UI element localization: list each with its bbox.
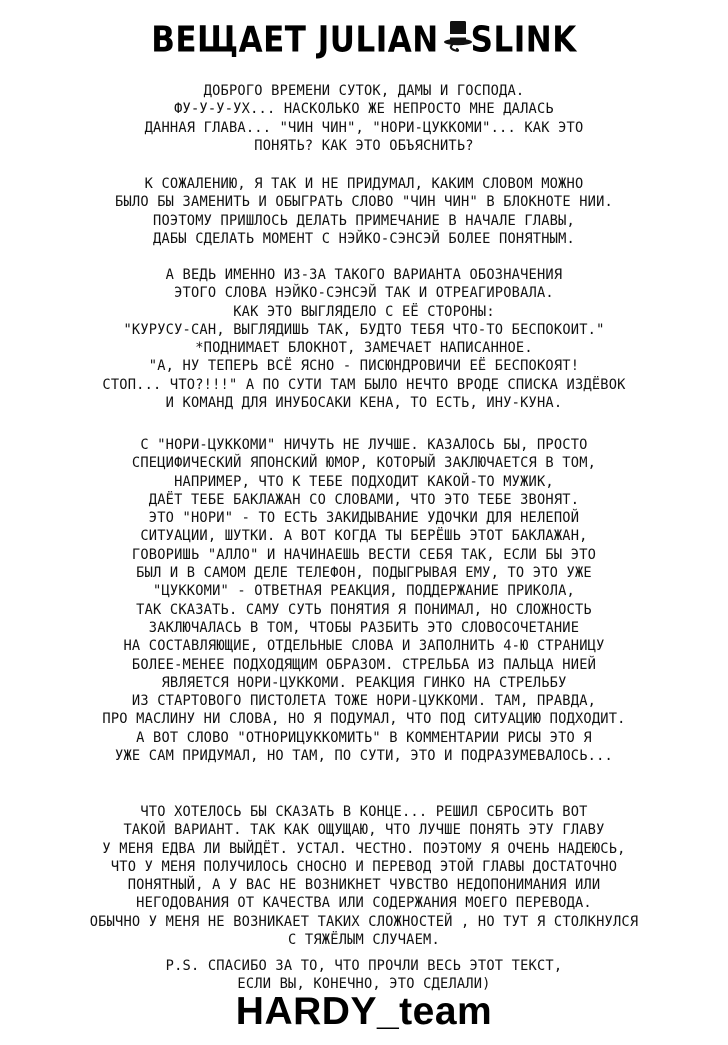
text-line: ТАКОЙ ВАРИАНТ. ТАК КАК ОЩУЩАЮ, ЧТО ЛУЧШЕ ПОНЯТЬ ЭТУ ГЛАВУ xyxy=(123,822,605,839)
text-line: ДАБЫ СДЕЛАТЬ МОМЕНТ С НЭЙКО-СЭНСЭЙ БОЛЕЕ ПОНЯТНЫМ. xyxy=(153,230,575,247)
text-line: ЗАКЛЮЧАЛАСЬ В ТОМ, ЧТОБЫ РАЗБИТЬ ЭТО СЛОВОСОЧЕТАНИЕ xyxy=(148,619,580,636)
text-line: ПОНЯТНЫЙ, А У ВАС НЕ ВОЗНИКНЕТ ЧУВСТВО НЕДОПОНИМАНИЯ ИЛИ xyxy=(127,877,601,894)
page-title-text-before: ВЕЩАЕТ JULIAN xyxy=(151,19,439,61)
text-line: "КУРУСУ-САН, ВЫГЛЯДИШЬ ТАК, БУДТО ТЕБЯ ЧТО-ТО БЕСПОКОИТ." xyxy=(123,321,605,338)
text-line: "ЦУККОМИ" - ОТВЕТНАЯ РЕАКЦИЯ, ПОДДЕРЖАНИЕ ПРИКОЛА, xyxy=(153,583,575,600)
text-line: *ПОДНИМАЕТ БЛОКНОТ, ЗАМЕЧАЕТ НАПИСАННОЕ. xyxy=(195,340,533,357)
text-line: ЭТО "НОРИ" - ТО ЕСТЬ ЗАКИДЫВАНИЕ УДОЧКИ ДЛЯ НЕЛЕПОЙ xyxy=(148,510,580,527)
text-line: БЫЛ И В САМОМ ДЕЛЕ ТЕЛЕФОН, ПОДЫГРЫВАЯ ЕМУ, ТО ЭТО УЖЕ xyxy=(136,565,592,582)
page-title-text-after: SLINK xyxy=(470,19,577,61)
text-line: А ВОТ СЛОВО "ОТНОРИЦУККОМИТЬ" В КОММЕНТАРИИ РИСЫ ЭТО Я xyxy=(136,729,592,746)
text-line: ЧТО У МЕНЯ ПОЛУЧИЛОСЬ СНОСНО И ПЕРЕВОД ЭТОЙ ГЛАВЫ ДОСТАТОЧНО xyxy=(110,858,618,875)
text-line: ДАННАЯ ГЛАВА... "ЧИН ЧИН", "НОРИ-ЦУККОМИ"... КАК ЭТО xyxy=(144,119,584,136)
text-line: СТОП... ЧТО?!!!" А ПО СУТИ ТАМ БЫЛО НЕЧТО ВРОДЕ СПИСКА ИЗДЁВОК xyxy=(102,376,626,393)
text-line: НАПРИМЕР, ЧТО К ТЕБЕ ПОДХОДИТ КАКОЙ-ТО МУЖИК, xyxy=(174,473,554,490)
text-line: СПЕЦИФИЧЕСКИЙ ЯПОНСКИЙ ЮМОР, КОТОРЫЙ ЗАКЛЮЧАЕТСЯ В ТОМ, xyxy=(131,455,597,472)
text-line: И КОМАНД ДЛЯ ИНУБОСАКИ КЕНА, ТО ЕСТЬ, ИНУ-КУНА. xyxy=(165,395,563,412)
text-line: ПРО МАСЛИНУ НИ СЛОВА, НО Я ПОДУМАЛ, ЧТО ПОД СИТУАЦИЮ ПОДХОДИТ. xyxy=(102,711,626,728)
text-line: "А, НУ ТЕПЕРЬ ВСЁ ЯСНО - ПИСЮНДРОВИЧИ ЕЁ БЕСПОКОЯТ! xyxy=(148,358,580,375)
paragraph-nori-tsukkomi xyxy=(0,436,728,765)
text-line: ЧТО ХОТЕЛОСЬ БЫ СКАЗАТЬ В КОНЦЕ... РЕШИЛ СБРОСИТЬ ВОТ xyxy=(140,804,588,820)
text-line: ЭТОГО СЛОВА НЭЙКО-СЭНСЭЙ ТАК И ОТРЕАГИРОВАЛА. xyxy=(174,285,554,302)
paragraph-greeting xyxy=(0,82,728,155)
text-line: УЖЕ САМ ПРИДУМАЛ, НО ТАМ, ПО СУТИ, ЭТО И ПОДРАЗУМЕВАЛОСЬ... xyxy=(115,748,613,765)
paragraph-chin-chin xyxy=(0,175,728,248)
text-line: НА СОСТАВЛЯЮЩИЕ, ОТДЕЛЬНЫЕ СЛОВА И ЗАПОЛНИТЬ 4-Ю СТРАНИЦУ xyxy=(123,638,605,655)
top-hat-icon xyxy=(443,19,473,53)
paragraph-neiko-sensei xyxy=(0,266,728,412)
text-line: ФУ-У-У-УХ... НАСКОЛЬКО ЖЕ НЕПРОСТО МНЕ ДАЛАСЬ xyxy=(174,101,554,118)
text-line: ПОНЯТЬ? КАК ЭТО ОБЪЯСНИТЬ? xyxy=(254,137,474,154)
text-line: ОБЫЧНО У МЕНЯ НЕ ВОЗНИКАЕТ ТАКИХ СЛОЖНОСТЕЙ , НО ТУТ Я СТОЛКНУЛСЯ xyxy=(89,913,639,930)
team-signature: HARDY_team xyxy=(235,990,493,1033)
text-line: К СОЖАЛЕНИЮ, Я ТАК И НЕ ПРИДУМАЛ, КАКИМ СЛОВОМ МОЖНО xyxy=(144,176,584,192)
text-line: ЯВЛЯЕТСЯ НОРИ-ЦУККОМИ. РЕАКЦИЯ ГИНКО НА СТРЕЛЬБУ xyxy=(161,674,567,691)
text-line: ДОБРОГО ВРЕМЕНИ СУТОК, ДАМЫ И ГОСПОДА. xyxy=(203,83,525,99)
text-line: ГОВОРИШЬ "АЛЛО" И НАЧИНАЕШЬ ВЕСТИ СЕБЯ ТАК, ЕСЛИ БЫ ЭТО xyxy=(131,546,597,563)
text-line: ЕСЛИ ВЫ, КОНЕЧНО, ЭТО СДЕЛАЛИ) xyxy=(237,976,491,993)
text-line: У МЕНЯ ЕДВА ЛИ ВЫЙДЁТ. УСТАЛ. ЧЕСТНО. ПОЭТОМУ Я ОЧЕНЬ НАДЕЮСЬ, xyxy=(102,840,626,857)
page-title xyxy=(0,19,728,61)
text-line: БОЛЕЕ-МЕНЕЕ ПОДХОДЯЩИМ ОБРАЗОМ. СТРЕЛЬБА ИЗ ПАЛЬЦА НИЕЙ xyxy=(131,656,597,673)
text-line: НЕГОДОВАНИЯ ОТ КАЧЕСТВА ИЛИ СОДЕРЖАНИЯ МОЕГО ПЕРЕВОДА. xyxy=(136,895,592,912)
paragraph-conclusion xyxy=(0,803,728,949)
text-line: СИТУАЦИИ, ШУТКИ. А ВОТ КОГДА ТЫ БЕРЁШЬ ЭТОТ БАКЛАЖАН, xyxy=(140,528,588,545)
text-line: P.S. СПАСИБО ЗА ТО, ЧТО ПРОЧЛИ ВЕСЬ ЭТОТ ТЕКСТ, xyxy=(165,958,563,974)
text-line: С "НОРИ-ЦУККОМИ" НИЧУТЬ НЕ ЛУЧШЕ. КАЗАЛОСЬ БЫ, ПРОСТО xyxy=(140,437,588,453)
text-line: ТАК СКАЗАТЬ. САМУ СУТЬ ПОНЯТИЯ Я ПОНИМАЛ, НО СЛОЖНОСТЬ xyxy=(136,601,592,618)
text-line: ПОЭТОМУ ПРИШЛОСЬ ДЕЛАТЬ ПРИМЕЧАНИЕ В НАЧАЛЕ ГЛАВЫ, xyxy=(153,212,575,229)
paragraph-postscript xyxy=(0,957,728,994)
text-line: КАК ЭТО ВЫГЛЯДЕЛО С ЕЁ СТОРОНЫ: xyxy=(233,303,495,320)
text-line: А ВЕДЬ ИМЕННО ИЗ-ЗА ТАКОГО ВАРИАНТА ОБОЗНАЧЕНИЯ xyxy=(165,267,563,283)
text-line: ИЗ СТАРТОВОГО ПИСТОЛЕТА ТОЖЕ НОРИ-ЦУККОМИ. ТАМ, ПРАВДА, xyxy=(131,693,597,710)
text-line: ДАЁТ ТЕБЕ БАКЛАЖАН СО СЛОВАМИ, ЧТО ЭТО ТЕБЕ ЗВОНЯТ. xyxy=(148,491,580,508)
text-line: С ТЯЖЁЛЫМ СЛУЧАЕМ. xyxy=(288,932,440,949)
text-line: БЫЛО БЫ ЗАМЕНИТЬ И ОБЫГРАТЬ СЛОВО "ЧИН ЧИН" В БЛОКНОТЕ НИИ. xyxy=(115,194,613,211)
